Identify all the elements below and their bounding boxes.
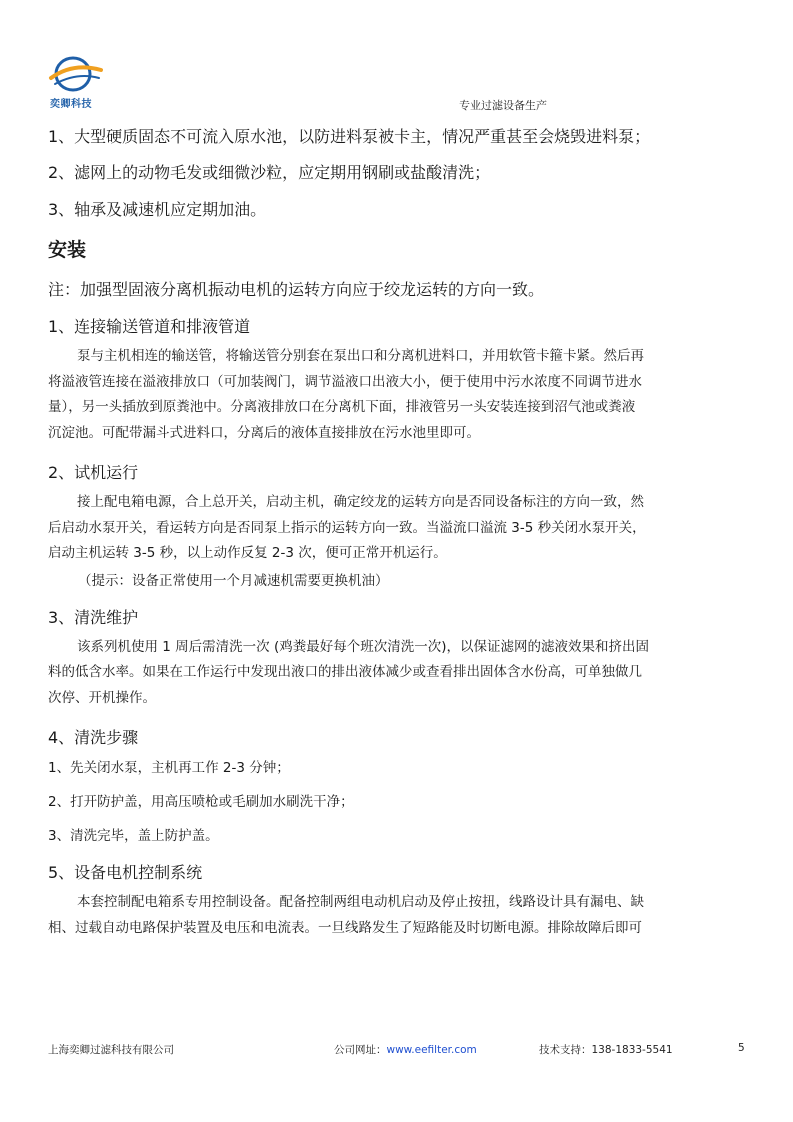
list-item: 2、打开防护盖，用高压喷枪或毛刷加水刷洗干净；: [48, 794, 354, 810]
paragraph-line: 接上配电箱电源，合上总开关，启动主机，确定绞龙的运转方向是否同设备标注的方向一致，然: [77, 494, 644, 510]
paragraph-line: 沉淀池。可配带漏斗式进料口，分离后的液体直接排放在污水池里即可。: [48, 424, 480, 441]
footer-website: [334, 1042, 477, 1057]
paragraph: [48, 490, 748, 567]
header-tagline: 专业过滤设备生产: [459, 99, 547, 112]
paragraph-line: 泵与主机相连的输送管，将输送管分别套在泵出口和分离机进料口，并用软管卡箍卡紧。然后再: [77, 348, 644, 364]
paragraph-line: 相、过载自动电路保护装置及电压和电流表。一旦线路发生了短路能及时切断电源。排除故障后即可: [48, 919, 642, 936]
page-footer: [48, 1042, 748, 1058]
section-title: 安装: [48, 239, 87, 261]
website-link[interactable]: www.eefilter.com: [386, 1044, 477, 1056]
page-content: [48, 122, 748, 941]
paragraph-line: 次停、开机操作。: [48, 689, 156, 706]
paragraph-line: 量），另一头插放到原粪池中。分离液排放口在分离机下面，排液管另一头安装连接到沼气池或粪液: [48, 399, 636, 415]
hint-text: （提示：设备正常使用一个月减速机需要更换机油）: [78, 572, 389, 589]
paragraph: [48, 890, 748, 941]
paragraph-line: 启动主机运转 3-5 秒，以上动作反复 2-3 次，便可正常开机运行。: [48, 545, 447, 561]
page-number: 5: [738, 1042, 745, 1054]
paragraph-line: 本套控制配电箱系专用控制设备。配备控制两组电动机启动及停止按扭，线路设计具有漏电、缺: [77, 894, 644, 910]
paragraph-line: 后启动水泵开关，看运转方向是否同泵上指示的运转方向一致。当溢流口溢流 3-5 秒关闭水泵开关，: [48, 519, 646, 536]
paragraph-line: 料的低含水率。如果在工作运行中发现出液口的排出液体减少或查看排出固体含水份高，可单独做几: [48, 664, 642, 680]
section-heading: 4、清洗步骤: [48, 728, 139, 747]
list-item: 1、大型硬质固态不可流入原水池，以防进料泵被卡主，情况严重甚至会烧毁进料泵；: [48, 127, 651, 146]
section-heading: 5、设备电机控制系统: [48, 863, 203, 882]
section-heading: 3、清洗维护: [48, 607, 139, 627]
list-item: 3、轴承及减速机应定期加油。: [48, 200, 267, 219]
logo-text: 奕卿科技: [50, 99, 92, 110]
footer-company: 上海奕卿过滤科技有限公司: [48, 1044, 174, 1056]
footer-website-label: 公司网址：: [334, 1044, 387, 1056]
footer-tech-support: 技术支持：138-1833-5541: [539, 1044, 673, 1056]
section-heading: 2、试机运行: [48, 463, 139, 482]
logo-globe-icon: [47, 52, 105, 98]
section-heading: 1、连接输送管道和排液管道: [48, 317, 251, 336]
paragraph: [48, 635, 748, 712]
list-item: 2、滤网上的动物毛发或细微沙粒，应定期用钢刷或盐酸清洗；: [48, 163, 491, 182]
paragraph-line: 将溢液管连接在溢液排放口（可加装阀门，调节溢液口出液大小，便于使用中污水浓度不同调节进水: [48, 373, 642, 390]
list-item: 3、清洗完毕，盖上防护盖。: [48, 828, 219, 844]
paragraph-line: 该系列机使用 1 周后需清洗一次 (鸡粪最好每个班次清洗一次)，以保证滤网的滤液效果和挤出固: [77, 638, 649, 655]
list-item: 1、先关闭水泵，主机再工作 2-3 分钟；: [48, 760, 290, 776]
paragraph: [48, 344, 748, 446]
install-note: 注：加强型固液分离机振动电机的运转方向应于绞龙运转的方向一致。: [48, 280, 545, 299]
